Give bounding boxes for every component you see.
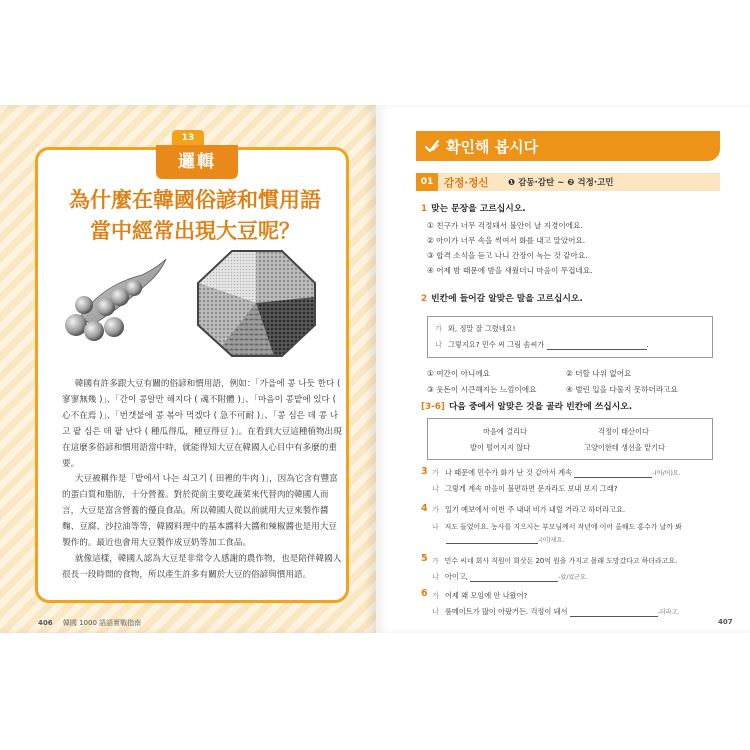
question-2-title: 2 빈칸에 들어갈 알맞은 말을 고르십시오. — [421, 294, 583, 304]
paragraph: 就像這樣，韓國人認為大豆是非常令人感謝的農作物，也是陪伴韓國人很長一段時間的食物，所以產生許多有關於大豆的俗諺與慣用語。 — [62, 553, 342, 580]
word-bank-item: 고양이한테 생선을 맡기다 — [584, 443, 665, 452]
item-line: 나 저도 들었어요. 농사를 지으시는 부모님께서 작년에 이어 올해도 홍수가 날까 봐 — [432, 523, 682, 531]
q2-option-1[interactable]: ① 여간이 아니에요 — [427, 369, 490, 378]
section-subtitle: ❶ 감동·감탄 ~ ❷ 걱정·고민 — [508, 178, 614, 188]
question-1-title: 1 맞는 문장을 고르십시오. — [421, 204, 526, 214]
page-number: 406 — [38, 619, 53, 627]
page-heading — [45, 185, 345, 247]
item-number: 6 — [421, 588, 428, 599]
section-name: 감정·정신 — [444, 177, 489, 189]
item-line: 가 민수 씨네 회사 직원이 회삿돈 20억 원을 가지고 몰래 도망갔다고 하더라고요. — [432, 557, 678, 565]
item-line: 나 룸메이트가 많이 아팠거든. 걱정이 돼서 -더라고. — [432, 607, 680, 616]
item-line: 가 일기 예보에서 이번 주 내내 비가 내릴 거라고 하더라고요. — [432, 505, 626, 514]
item-line: 가 나 때문에 민수가 화가 난 것 같아서 계속 -(아/어)요. — [432, 468, 681, 477]
paragraph: 韓國有許多跟大豆有關的俗諺和慣用語，例如：「가을에 콩 나듯 한다 ( 寥寥無幾 )」、「간이 콩알만 해지다 ( 魂不附體 )」、「마음이 콩밭에 있다 ( 心不在焉 )」、「번갯불에 콩 볶아 먹겠다 ( 急不可耐 )」、「콩 심은 데 콩 나고 팥 심은 데 팥 난다 ( 種瓜得瓜，種豆得豆 )」。在看到大豆這種植物出現在這麼多俗諺和慣用語當中時，就能得知大豆在韓國人心目中有多麼的重要。 — [62, 379, 342, 469]
dialog-line: 가 와, 정말 잘 그렸네요! — [435, 324, 516, 333]
check-banner — [416, 131, 720, 161]
book-spread — [0, 105, 750, 633]
word-bank-item: 마음에 걸리다 — [483, 427, 527, 436]
banner-title: 확인해 봅시다 — [446, 138, 539, 156]
left-footer — [38, 618, 141, 628]
answer-blank[interactable] — [570, 608, 658, 617]
q2-option-4[interactable]: ④ 벌린 입을 다물지 못하더라고요 — [566, 385, 678, 394]
book-title: 韓國 1000 語語實戰指南 — [62, 619, 142, 627]
q1-option-4[interactable]: ④ 어제 밤 때문에 밤을 새웠더니 마음이 무겁네요. — [427, 266, 593, 275]
q2-dialog-box — [427, 316, 713, 358]
word-bank — [427, 418, 713, 460]
answer-blank[interactable] — [470, 573, 558, 582]
article-body — [62, 377, 344, 584]
heading-line-2: 當中經常出現大豆呢？ — [90, 219, 300, 243]
answer-blank[interactable] — [446, 535, 538, 544]
item-number: 4 — [421, 503, 428, 514]
item-number: 5 — [421, 553, 428, 564]
item-line: 나 아이고, -았/었군요. — [432, 572, 588, 581]
word-bank-item: 발이 떨어지지 않다 — [470, 443, 531, 452]
paragraph: 大豆被稱作是「밭에서 나는 쇠고기 ( 田裡的牛肉 )」，因為它含有豐富的蛋白質和脂肪，十分營養。對於從前主要吃蔬菜來代替肉的韓國人而言，大豆是富含營養的優良食品。所以韓國人從以前就用大豆來製作醬麴、豆腐、沙拉油等等，韓國料理中的基本醬料大醬和辣椒醬也是用大豆製作的。最近也會用大豆製作成豆奶等加工食品。 — [62, 474, 338, 549]
pea-pod-image — [62, 255, 172, 345]
question-3-6-title: [3-6] 다음 중에서 알맞은 것을 골라 빈칸에 쓰십시오. — [421, 402, 633, 412]
right-page — [376, 105, 750, 633]
q1-option-3[interactable]: ③ 합격 소식을 듣고 나니 간장이 녹는 것 같아요. — [427, 251, 588, 260]
dialog-line: 나 그렇지요? 민수 씨 그림 솜씨가 . — [435, 340, 649, 349]
page-number: 407 — [718, 618, 733, 626]
item-number: 3 — [421, 466, 428, 477]
item-line: 나 그렇게 계속 마음이 불편하면 문자라도 보내 보지 그래? — [432, 484, 618, 493]
q1-option-2[interactable]: ② 아이가 너무 속을 썩여서 화를 내고 말았어요. — [427, 236, 586, 245]
pencil-check-icon — [424, 138, 440, 154]
item-line: -(이)세요. — [446, 535, 564, 544]
section-header — [416, 173, 720, 191]
topic-number: 13 — [172, 130, 204, 146]
answer-blank[interactable] — [574, 469, 652, 478]
q2-option-2[interactable]: ② 더할 나위 없어요 — [566, 369, 632, 378]
section-number: 01 — [416, 173, 438, 191]
left-page — [0, 105, 376, 633]
grain-plate-image — [194, 247, 319, 360]
q2-option-3[interactable]: ③ 웃돈이 시큰해지는 느낌이에요 — [427, 385, 537, 394]
word-bank-item: 걱정이 태산이다 — [598, 427, 649, 436]
answer-blank[interactable] — [547, 341, 647, 350]
topic-label: 邏輯 — [156, 145, 238, 179]
heading-line-1: 為什麼在韓國俗諺和慣用語 — [69, 188, 321, 212]
item-line: 가 어제 왜 모임에 안 나왔어? — [432, 591, 528, 600]
q1-option-1[interactable]: ① 친구가 너무 걱정돼서 불안이 날 지경이에요. — [427, 221, 583, 230]
